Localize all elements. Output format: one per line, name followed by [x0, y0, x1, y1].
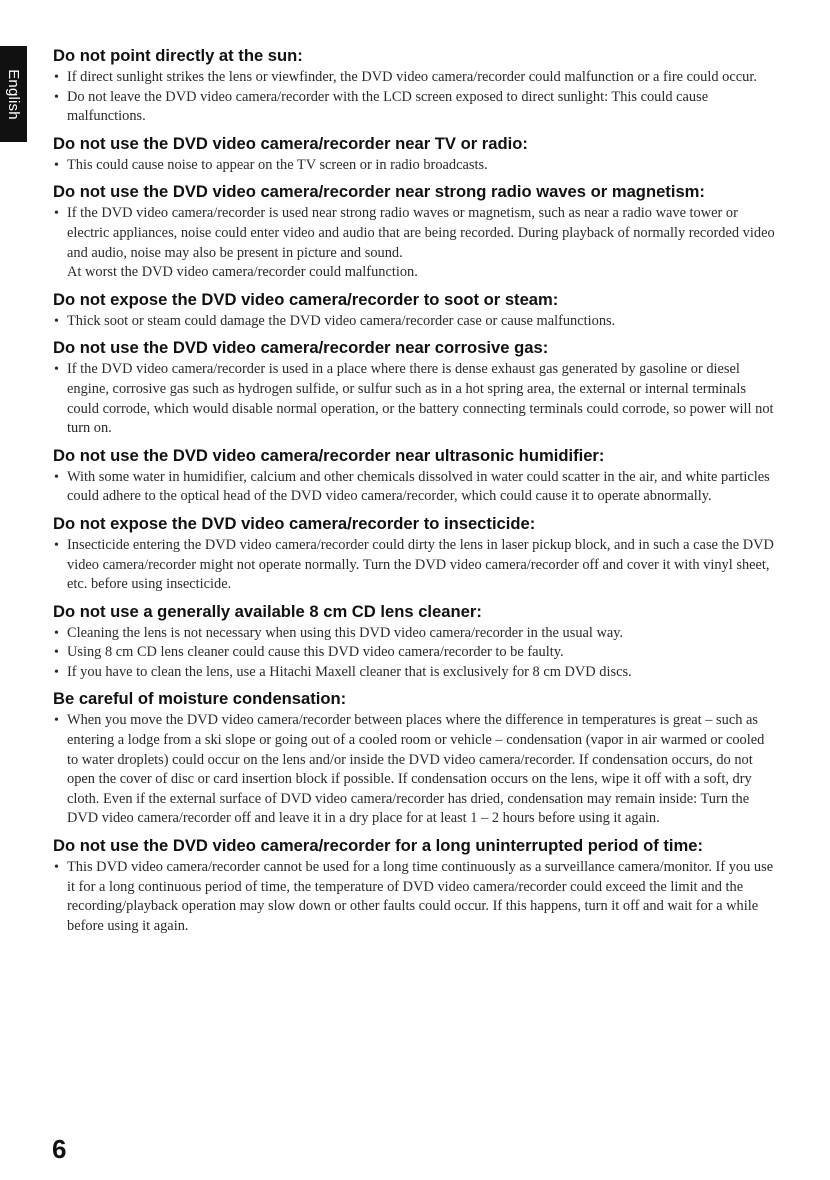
bullet-list [53, 711, 775, 829]
language-tab [0, 46, 27, 142]
section-corrosive-gas [53, 338, 775, 438]
section-heading: Do not point directly at the sun: [53, 46, 303, 65]
bullet-list [53, 858, 775, 936]
bullet-list [53, 156, 775, 176]
bullet-list [53, 360, 775, 438]
bullet-item: • With some water in humidifier, calcium and other chemicals dissolved in water could scatter in the air, and white particles could adhere to the optical head of the DVD video camera/recorder, which could cause it to operate abnormally. [53, 468, 775, 507]
section-soot-steam [53, 290, 775, 332]
bullet-list [53, 536, 775, 595]
section-long-use [53, 836, 775, 936]
bullet-item: • This could cause noise to appear on the TV screen or in radio broadcasts. [53, 156, 775, 176]
bullet-continuation: At worst the DVD video camera/recorder could malfunction. [67, 264, 418, 281]
bullet-list [53, 468, 775, 507]
bullet-item: • If direct sunlight strikes the lens or viewfinder, the DVD video camera/recorder could malfunction or a fire could occur. [53, 68, 775, 88]
section-heading: Do not use the DVD video camera/recorder near strong radio waves or magnetism: [53, 182, 705, 202]
bullet-list [53, 624, 775, 683]
bullet-item: • Insecticide entering the DVD video camera/recorder could dirty the lens in laser pickup block, and in such a case the DVD video camera/recorder might not operate normally. Turn the DVD video camera/recorder off and cover it with vinyl sheet, etc. before using insecticide. [53, 536, 775, 595]
bullet-list [53, 68, 775, 127]
section-heading: Do not use the DVD video camera/recorder near corrosive gas: [53, 338, 549, 358]
section-heading: Do not use the DVD video camera/recorder near ultrasonic humidifier: [53, 445, 605, 465]
section-heading: Do not use the DVD video camera/recorder for a long uninterrupted period of time: [53, 836, 704, 856]
section-heading: Do not expose the DVD video camera/recorder to insecticide: [53, 513, 536, 533]
bullet-list [53, 204, 775, 282]
section-radio-waves [53, 182, 775, 282]
bullet-item: • If you have to clean the lens, use a Hitachi Maxell cleaner that is exclusively for 8 cm DVD discs. [53, 663, 775, 683]
language-tab-label: English [5, 68, 23, 120]
section-heading: Do not expose the DVD video camera/recorder to soot or steam: [53, 289, 559, 309]
section-heading: Do not use the DVD video camera/recorder near TV or radio: [53, 133, 528, 153]
bullet-item: • Thick soot or steam could damage the DVD video camera/recorder case or cause malfunctions. [53, 312, 775, 332]
bullet-item: • This DVD video camera/recorder cannot be used for a long time continuously as a surveillance camera/monitor. If you use it for a long continuous period of time, the temperature of DVD video camera/recorder could exceed the limit and the recording/playback operation may slow down or other faults could occur. If this happens, turn it off and wait for a while before using it again. [53, 858, 775, 936]
page-number: 6 [52, 1134, 67, 1164]
page-content [53, 46, 775, 943]
section-lens-cleaner [53, 602, 775, 683]
bullet-item: • Do not leave the DVD video camera/recorder with the LCD screen exposed to direct sunlight: This could cause malfunctions. [53, 88, 775, 127]
bullet-item: • If the DVD video camera/recorder is used in a place where there is dense exhaust gas generated by gasoline or diesel engine, corrosive gas such as hydrogen sulfide, or sulfur such as in a hot spring area, the external or internal terminals could corrode, which would disable normal operation, or the battery connecting terminals could corrode, so power will not turn on. [53, 360, 775, 438]
bullet-item: • If the DVD video camera/recorder is used near strong radio waves or magnetism, such as near a radio wave tower or electric appliances, noise could enter video and audio that are being recorded. During playback of normally recorded video and audio, noise may also be present in picture and sound. [53, 204, 775, 263]
section-tv-radio [53, 134, 775, 176]
section-condensation [53, 689, 775, 829]
section-insecticide [53, 514, 775, 595]
section-heading: Be careful of moisture condensation: [53, 689, 347, 709]
bullet-item: • Using 8 cm CD lens cleaner could cause this DVD video camera/recorder to be faulty. [53, 643, 775, 663]
section-heading: Do not use a generally available 8 cm CD lens cleaner: [53, 601, 482, 621]
bullet-item: • When you move the DVD video camera/recorder between places where the difference in temperatures is great – such as entering a lodge from a ski slope or going out of a cooled room or vehicle – condensation (vapor in air warmed or cooled to water droplets) could occur on the lens and/or inside the DVD video camera/recorder. If condensation occurs, do not open the cover of disc or card insertion block if possible. If condensation occurs on the lens, wipe it off with a soft, dry cloth. Even if the external surface of DVD video camera/recorder has dried, condensation may remain inside: Turn the DVD video camera/recorder off and leave it in a dry place for at least 1 – 2 hours before using it again. [53, 711, 775, 829]
bullet-list [53, 312, 775, 332]
section-humidifier [53, 446, 775, 507]
bullet-item: • Cleaning the lens is not necessary when using this DVD video camera/recorder in the usual way. [53, 624, 775, 644]
section-sun [53, 46, 775, 127]
